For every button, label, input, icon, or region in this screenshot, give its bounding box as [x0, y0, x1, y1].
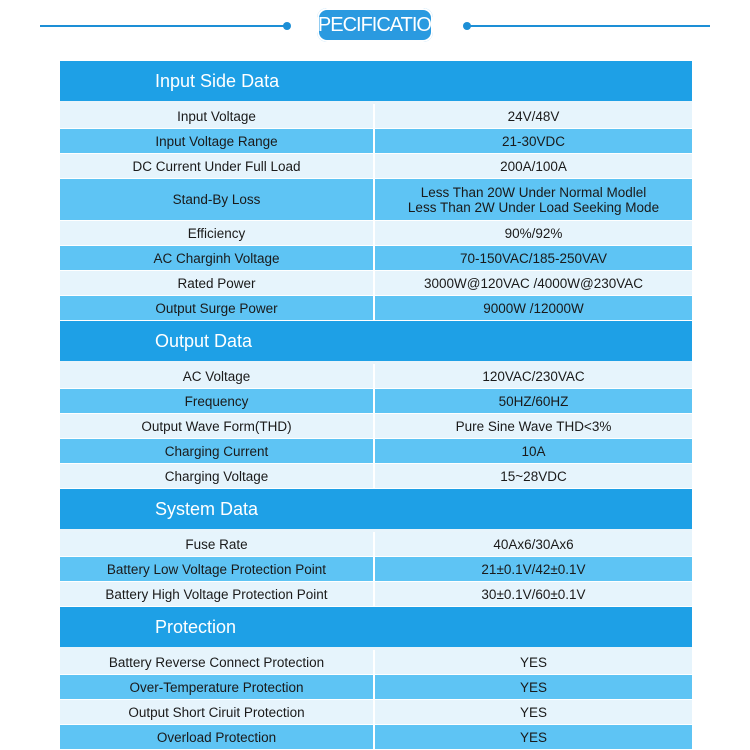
row-value-line: 21±0.1V/42±0.1V: [481, 561, 586, 577]
row-label: Rated Power: [60, 271, 375, 295]
table-row: [60, 582, 692, 607]
table-row: [60, 725, 692, 750]
row-value-line: 9000W /12000W: [483, 300, 584, 316]
page-title: SPECIFICATION: [317, 8, 433, 42]
table-row: [60, 557, 692, 582]
table-row: [60, 650, 692, 675]
section-title: Input Side Data: [155, 70, 280, 91]
row-label: Overload Protection: [60, 725, 375, 749]
row-value: [375, 439, 692, 463]
table-row: [60, 364, 692, 389]
row-value: [375, 557, 692, 581]
row-label: DC Current Under Full Load: [60, 154, 375, 178]
section-header-input: [60, 61, 692, 104]
row-value: [375, 364, 692, 388]
row-label: Charging Current: [60, 439, 375, 463]
table-row: [60, 154, 692, 179]
table-row: [60, 296, 692, 321]
table-row: [60, 532, 692, 557]
row-value-line: Less Than 2W Under Load Seeking Mode: [407, 199, 660, 215]
row-value-line: 30±0.1V/60±0.1V: [481, 586, 586, 602]
row-label: Fuse Rate: [60, 532, 375, 556]
row-value-line: Pure Sine Wave THD<3%: [455, 418, 612, 434]
table-row: [60, 464, 692, 489]
row-value: [375, 464, 692, 488]
header-line-left: [40, 25, 286, 27]
section-header-output: [60, 321, 692, 364]
row-value-line: 200A/100A: [500, 158, 567, 174]
row-label: Output Surge Power: [60, 296, 375, 320]
row-value: [375, 246, 692, 270]
specification-header: [0, 0, 750, 52]
header-line-right: [466, 25, 710, 27]
row-label: Over-Temperature Protection: [60, 675, 375, 699]
row-value-line: YES: [519, 729, 547, 745]
section-header-protection: [60, 607, 692, 650]
row-value: [375, 129, 692, 153]
table-row: [60, 246, 692, 271]
row-value: [375, 271, 692, 295]
row-label: Efficiency: [60, 221, 375, 245]
row-value-line: YES: [519, 654, 547, 670]
section-title: Output Data: [155, 330, 253, 351]
row-value-line: 24V/48V: [507, 108, 560, 124]
row-label: Input Voltage: [60, 104, 375, 128]
row-label: Charging Voltage: [60, 464, 375, 488]
row-value-line: 10A: [521, 443, 546, 459]
section-title: System Data: [155, 498, 259, 519]
row-value-line: 40Ax6/30Ax6: [493, 536, 574, 552]
row-label: Frequency: [60, 389, 375, 413]
row-value: [375, 532, 692, 556]
row-value-line: 15~28VDC: [500, 468, 567, 484]
table-row: [60, 129, 692, 154]
table-row: [60, 675, 692, 700]
row-value: [375, 296, 692, 320]
row-value: [375, 154, 692, 178]
row-label: Battery Low Voltage Protection Point: [60, 557, 375, 581]
row-label: Output Wave Form(THD): [60, 414, 375, 438]
row-value-line: YES: [519, 679, 547, 695]
row-value: [375, 725, 692, 749]
row-value: [375, 700, 692, 724]
row-value-line: 3000W@120VAC /4000W@230VAC: [423, 275, 644, 291]
row-value-line: 21-30VDC: [501, 133, 566, 149]
row-value: [375, 582, 692, 606]
header-dot-left: [283, 22, 291, 30]
table-row: [60, 179, 692, 221]
row-value-line: 90%/92%: [504, 225, 563, 241]
table-row: [60, 700, 692, 725]
row-value: [375, 650, 692, 674]
row-label: Input Voltage Range: [60, 129, 375, 153]
table-row: [60, 221, 692, 246]
row-value: [375, 675, 692, 699]
row-value: [375, 179, 692, 220]
section-title: Protection: [155, 616, 237, 637]
row-value: [375, 414, 692, 438]
row-label: Battery High Voltage Protection Point: [60, 582, 375, 606]
row-value-line: YES: [519, 704, 547, 720]
row-label: Stand-By Loss: [60, 179, 375, 220]
row-value-line: 50HZ/60HZ: [498, 393, 569, 409]
row-label: Output Short Ciruit Protection: [60, 700, 375, 724]
row-label: AC Charginh Voltage: [60, 246, 375, 270]
table-row: [60, 439, 692, 464]
row-value: [375, 221, 692, 245]
row-value-line: 70-150VAC/185-250VAV: [459, 250, 608, 266]
spec-table: [60, 61, 692, 750]
table-row: [60, 271, 692, 296]
row-value: [375, 389, 692, 413]
table-row: [60, 414, 692, 439]
table-row: [60, 104, 692, 129]
row-value-line: 120VAC/230VAC: [482, 368, 585, 384]
table-row: [60, 389, 692, 414]
row-label: AC Voltage: [60, 364, 375, 388]
row-label: Battery Reverse Connect Protection: [60, 650, 375, 674]
row-value: [375, 104, 692, 128]
section-header-system: [60, 489, 692, 532]
row-value-line: Less Than 20W Under Normal Modlel: [420, 184, 647, 200]
